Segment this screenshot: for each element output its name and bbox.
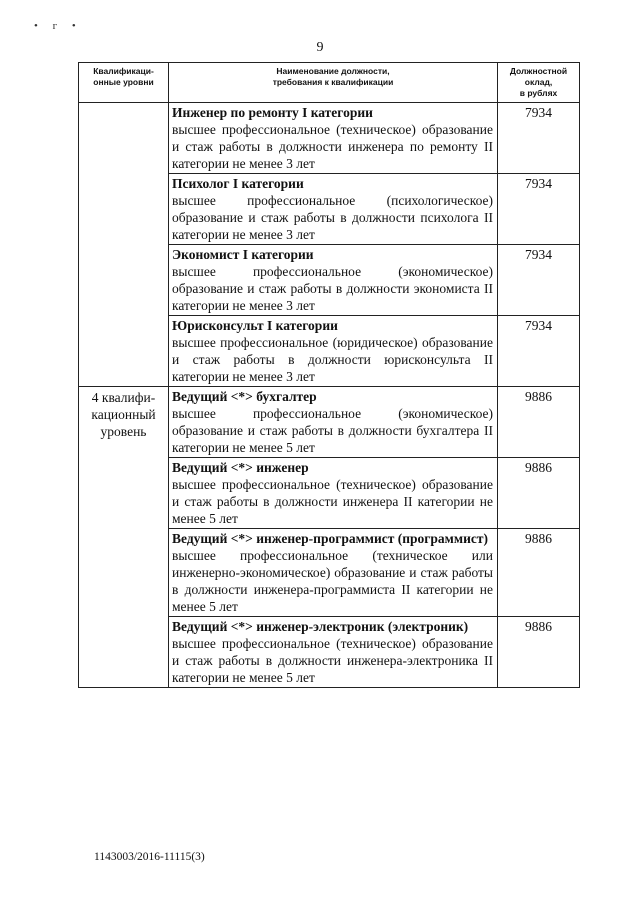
position-title: Экономист I категории [172,247,314,262]
position-requirement: высшее профессиональное (юридическое) образование и стаж работы в должности юрисконсульта II категории не менее 3 лет [172,335,493,384]
header-position-requirements: Наименование должности, требования к квалификации [169,63,498,103]
qualification-level-cell [79,103,169,387]
salary-cell: 7934 [498,103,580,174]
position-requirement: высшее профессиональное (техническое) образование и стаж работы в должности инженера II категории не менее 5 лет [172,477,493,526]
position-cell [169,387,498,458]
header-qualification-levels: Квалификаци- онные уровни [79,63,169,103]
salary-cell: 9886 [498,387,580,458]
document-code: 1143003/2016-11115(3) [94,851,205,863]
salary-cell: 9886 [498,458,580,529]
position-title: Ведущий <*> инженер-программист (программист) [172,531,488,546]
position-title: Ведущий <*> инженер [172,460,309,475]
position-cell [169,458,498,529]
qualification-table [78,62,580,688]
page-number: 9 [316,40,324,55]
position-cell [169,174,498,245]
position-title: Ведущий <*> инженер-электроник (электроник) [172,619,469,634]
position-title: Инженер по ремонту I категории [172,105,373,120]
salary-cell: 7934 [498,174,580,245]
position-requirement: высшее профессиональное (техническое) образование и стаж работы в должности инженера-электроника II категории не менее 5 лет [172,636,493,685]
position-title: Юрисконсульт I категории [172,318,338,333]
position-title: Ведущий <*> бухгалтер [172,389,317,404]
position-cell [169,316,498,387]
position-cell [169,245,498,316]
table-body [79,103,580,688]
table-row [79,387,580,458]
position-cell [169,529,498,617]
table-header-row [79,63,580,103]
header-salary: Должностной оклад, в рублях [498,63,580,103]
position-requirement: высшее профессиональное (экономическое) образование и стаж работы в должности экономиста II категории не менее 3 лет [172,264,493,313]
position-cell [169,617,498,688]
position-requirement: высшее профессиональное (техническое) образование и стаж работы в должности инженера по ремонту II категории не менее 3 лет [172,122,493,171]
salary-cell: 9886 [498,617,580,688]
position-title: Психолог I категории [172,176,304,191]
position-requirement: высшее профессиональное (экономическое) образование и стаж работы в должности бухгалтера II категории не менее 5 лет [172,406,493,455]
salary-cell: 7934 [498,316,580,387]
position-requirement: высшее профессиональное (техническое или инженерно-экономическое) образование и стаж работы в должности инженера-программиста II категории не менее 5 лет [172,548,493,614]
table-row [79,103,580,174]
salary-cell: 7934 [498,245,580,316]
salary-cell: 9886 [498,529,580,617]
scan-marks: • г • [34,20,82,32]
position-cell [169,103,498,174]
qualification-level-cell: 4 квалифи- кационный уровень [79,387,169,688]
position-requirement: высшее профессиональное (психологическое) образование и стаж работы в должности психолога II категории не менее 3 лет [172,193,493,242]
